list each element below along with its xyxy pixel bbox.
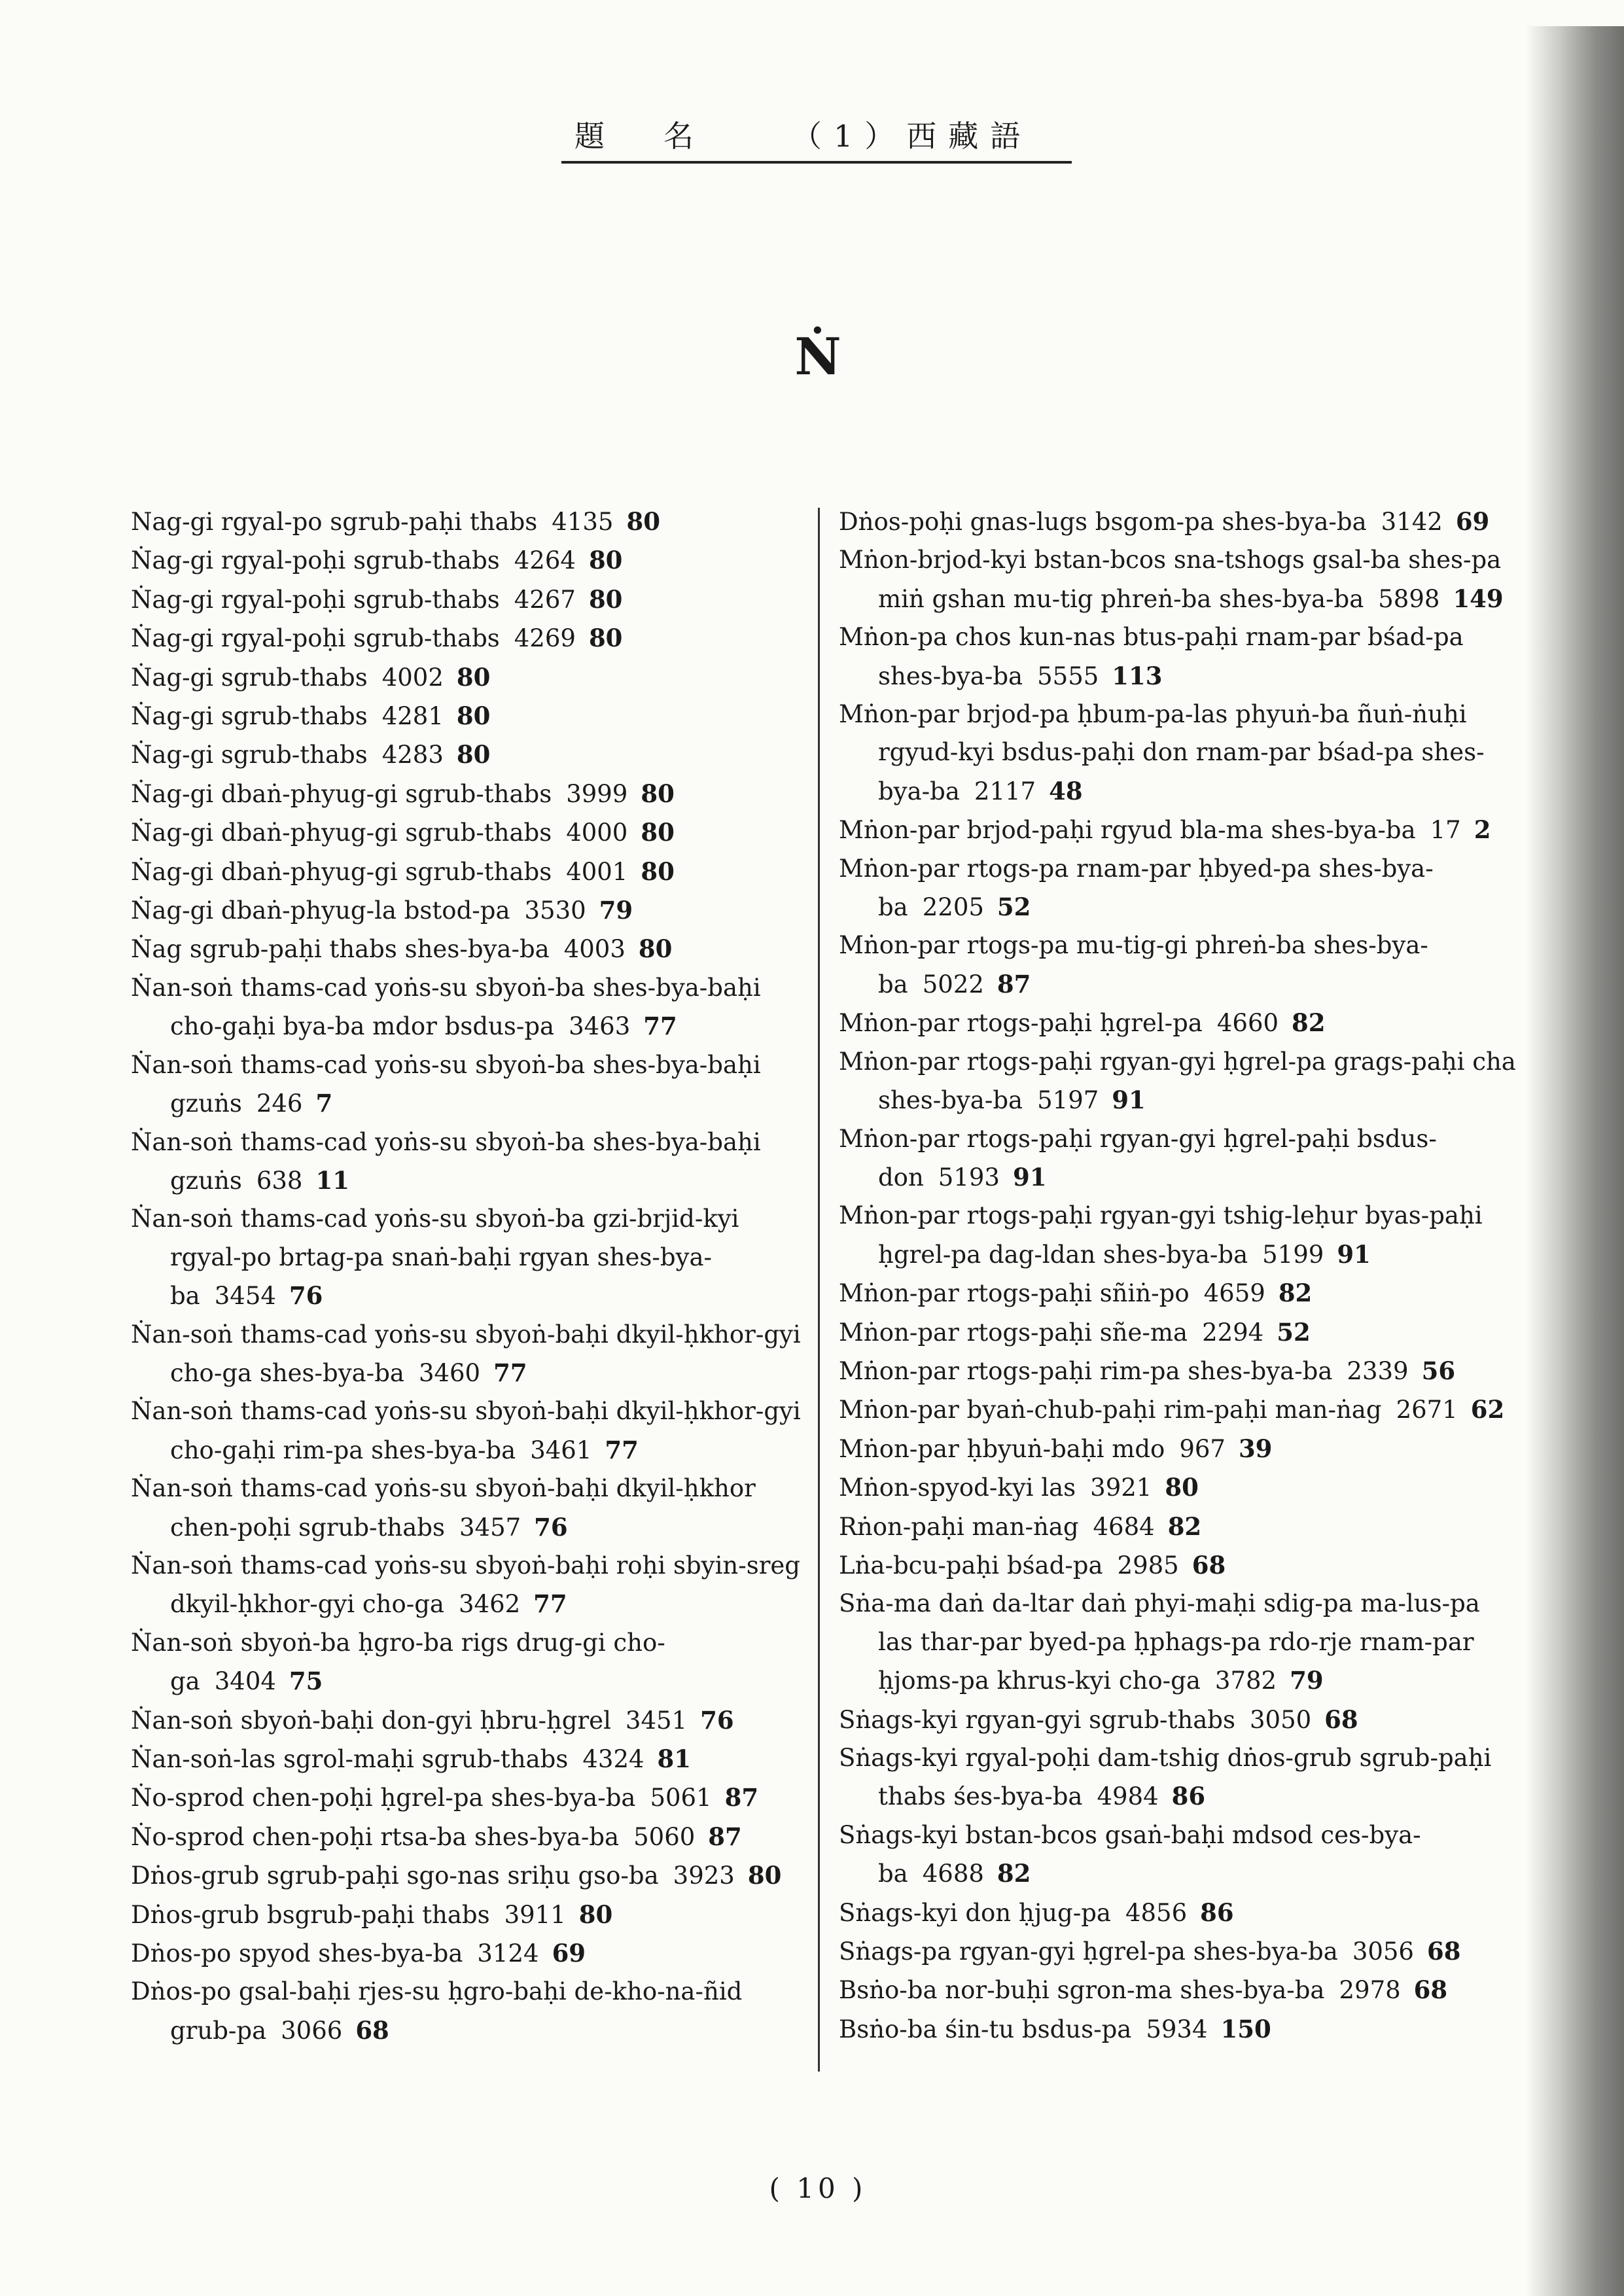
entry-title: Mṅon-par rtogs-paḥi sñe-ma: [839, 1318, 1188, 1347]
entry-title: Ṅan-soṅ thams-cad yoṅs-su sbyoṅ-baḥi dkyil-ḥkhor-gyi cho-gaḥi rim-pa shes-bya-ba: [131, 1397, 801, 1464]
entry-page-ref: 80: [588, 546, 623, 575]
index-entry: [131, 735, 811, 774]
index-entry: [839, 1004, 1519, 1042]
entry-title: Ṅo-sprod chen-poḥi rtsa-ba shes-bya-ba: [131, 1822, 620, 1851]
entry-number: 5197: [1037, 1086, 1099, 1115]
entry-page-ref: 80: [638, 934, 673, 964]
index-entry: [131, 1778, 811, 1817]
index-entry: [839, 811, 1519, 849]
entry-number: 3911: [504, 1900, 566, 1929]
entry-title: Dṅos-poḥi gnas-lugs bsgom-pa shes-bya-ba: [839, 508, 1367, 536]
entry-title: Ṅo-sprod chen-poḥi ḥgrel-pa shes-bya-ba: [131, 1784, 636, 1812]
entry-page-ref: 79: [1290, 1666, 1324, 1695]
index-entry: [839, 1971, 1519, 2009]
entry-page-ref: 76: [700, 1705, 734, 1735]
entry-page-ref: 80: [578, 1899, 613, 1929]
index-entry: [839, 1585, 1519, 1700]
index-entry: [131, 1200, 811, 1315]
entry-page-ref: 11: [315, 1165, 349, 1195]
entry-page-ref: 82: [1278, 1279, 1313, 1308]
entry-page-ref: 68: [355, 2015, 389, 2045]
entry-title: Mṅon-par rtogs-paḥi rgyan-gyi ḥgrel-paḥi bsdus-don: [839, 1124, 1437, 1192]
entry-number: 4135: [552, 508, 614, 536]
entry-page-ref: 91: [1012, 1162, 1047, 1192]
entry-title: Ṅan-soṅ thams-cad yoṅs-su sbyoṅ-baḥi dkyil-ḥkhor chen-poḥi sgrub-thabs: [131, 1474, 756, 1542]
entry-page-ref: 80: [456, 662, 491, 692]
index-entry: [839, 1508, 1519, 1546]
entry-page-ref: 62: [1470, 1395, 1505, 1424]
entry-number: 2205: [922, 893, 984, 922]
entry-title: Mṅon-par rtogs-paḥi rgyan-gyi tshig-leḥur byas-paḥi ḥgrel-pa dag-ldan shes-bya-ba: [839, 1201, 1483, 1269]
entry-number: 5061: [650, 1784, 712, 1812]
entry-title: Mṅon-spyod-kyi las: [839, 1474, 1076, 1502]
entry-page-ref: 68: [1413, 1975, 1448, 2005]
entry-title: Nag-gi rgyal-po sgrub-paḥi thabs: [131, 508, 538, 536]
entry-page-ref: 86: [1200, 1898, 1234, 1927]
index-entry: [839, 1468, 1519, 1507]
entry-page-ref: 87: [708, 1822, 742, 1851]
entry-number: 3923: [673, 1862, 735, 1890]
entry-title: Ṅan-soṅ thams-cad yoṅs-su sbyoṅ-ba shes-bya-baḥi gzuṅs: [131, 1127, 761, 1195]
entry-page-ref: 68: [1426, 1937, 1461, 1966]
entry-number: 3404: [214, 1667, 276, 1696]
index-entry: [839, 1739, 1519, 1816]
index-entry: [131, 1046, 811, 1123]
entry-title: Sṅags-kyi don ḥjug-pa: [839, 1898, 1111, 1927]
entry-page-ref: 69: [1455, 507, 1490, 536]
entry-number: 3142: [1381, 508, 1443, 536]
index-entry: [131, 619, 811, 658]
entry-page-ref: 76: [534, 1512, 568, 1542]
index-entry: [839, 1120, 1519, 1197]
entry-number: 4684: [1093, 1512, 1155, 1541]
entry-number: 4283: [381, 741, 444, 769]
entry-number: 4002: [381, 663, 444, 692]
index-entry: [131, 1896, 811, 1934]
index-entry: [839, 850, 1519, 927]
index-entry: [131, 1740, 811, 1778]
index-entry: [131, 503, 811, 541]
index-entry: [131, 1624, 811, 1701]
entry-page-ref: 68: [1324, 1704, 1358, 1734]
entry-title: Ṅag-gi rgyal-poḥi sgrub-thabs: [131, 546, 500, 575]
entry-title: Ṅan-soṅ sbyoṅ-ba ḥgro-ba rigs drug-gi cho-ga: [131, 1628, 665, 1696]
entry-number: 2985: [1117, 1551, 1179, 1580]
index-entry: [839, 1816, 1519, 1894]
entry-title: Mṅon-par rtogs-paḥi ḥgrel-pa: [839, 1009, 1203, 1038]
entry-number: 3124: [477, 1939, 539, 1968]
entry-number: 2339: [1347, 1356, 1409, 1385]
entry-number: 3451: [625, 1706, 688, 1735]
entry-number: 967: [1179, 1434, 1226, 1463]
index-entry: [839, 618, 1519, 696]
entry-title: Dṅos-grub sgrub-paḥi sgo-nas sriḥu gso-ba: [131, 1862, 659, 1890]
index-entry: [131, 775, 811, 813]
entry-number: 4000: [566, 819, 628, 847]
entry-page-ref: 77: [643, 1012, 677, 1041]
entry-page-ref: 69: [552, 1939, 586, 1968]
entry-title: Sṅa-ma daṅ da-ltar daṅ phyi-maḥi sdig-pa ma-lus-pa las thar-par byed-pa ḥphags-pa rdo-rje rnam-par ḥjoms-pa khrus-kyi cho-ga: [839, 1589, 1480, 1695]
entry-title: Mṅon-par rtogs-paḥi rim-pa shes-bya-ba: [839, 1356, 1333, 1385]
index-entry: [131, 1392, 811, 1470]
entry-page-ref: 91: [1337, 1239, 1371, 1269]
entry-title: Mṅon-par brjod-paḥi rgyud bla-ma shes-bya-ba: [839, 816, 1416, 845]
entry-page-ref: 113: [1112, 661, 1163, 690]
entry-number: 2978: [1339, 1976, 1401, 2005]
entry-number: 4688: [922, 1860, 984, 1888]
entry-number: 5193: [938, 1163, 1000, 1192]
entry-number: 3056: [1352, 1937, 1414, 1966]
index-entry: [131, 969, 811, 1046]
entry-number: 4660: [1216, 1009, 1279, 1038]
index-entry: [839, 1390, 1519, 1429]
entry-title: Rṅon-paḥi man-ṅag: [839, 1512, 1079, 1541]
entry-title: Mṅon-brjod-kyi bstan-bcos sna-tshogs gsal-ba shes-pa miṅ gshan mu-tig phreṅ-ba shes-bya-ba: [839, 546, 1502, 613]
entry-title: Lṅa-bcu-paḥi bśad-pa: [839, 1551, 1103, 1580]
entry-title: Ṅag-gi dbaṅ-phyug-gi sgrub-thabs: [131, 819, 552, 847]
index-entry: [839, 2010, 1519, 2049]
entry-number: 246: [256, 1089, 303, 1118]
index-entry: [839, 1546, 1519, 1585]
entry-title: Ṅan-soṅ thams-cad yoṅs-su sbyoṅ-baḥi roḥi sbyin-sreg dkyil-ḥkhor-gyi cho-ga: [131, 1551, 800, 1619]
entry-title: Ṅag-gi dbaṅ-phyug-gi sgrub-thabs: [131, 779, 552, 808]
index-entry: [131, 1701, 811, 1740]
index-entry: [839, 1274, 1519, 1313]
entry-title: Bsṅo-ba śin-tu bsdus-pa: [839, 2015, 1132, 2043]
entry-number: 4281: [381, 702, 444, 731]
entry-page-ref: 2: [1474, 815, 1491, 845]
entry-page-ref: 76: [289, 1281, 323, 1311]
index-entry: [131, 891, 811, 930]
index-entry: [131, 1818, 811, 1856]
entry-page-ref: 80: [456, 701, 491, 731]
entry-page-ref: 80: [641, 779, 675, 808]
entry-title: Ṅag-gi rgyal-poḥi sgrub-thabs: [131, 624, 500, 653]
entry-title: Ṅag-gi dbaṅ-phyug-gi sgrub-thabs: [131, 857, 552, 886]
entry-title: Mṅon-par ḥbyuṅ-baḥi mdo: [839, 1434, 1165, 1463]
entry-page-ref: 80: [456, 740, 491, 769]
index-entry: [131, 658, 811, 697]
entry-title: Mṅon-par rtogs-paḥi sñiṅ-po: [839, 1279, 1190, 1308]
entry-page-ref: 80: [641, 818, 675, 847]
header-subtitle: （1）西藏語: [792, 118, 1033, 154]
entry-number: 3463: [569, 1012, 631, 1041]
index-entry: [131, 1470, 811, 1547]
entry-page-ref: 86: [1171, 1782, 1206, 1811]
entry-page-ref: 77: [493, 1358, 527, 1387]
page-header: [561, 113, 1072, 164]
entry-page-ref: 7: [315, 1089, 333, 1118]
entry-title: Ṅag-gi dbaṅ-phyug-la bstod-pa: [131, 896, 510, 925]
index-entry: [839, 1197, 1519, 1274]
index-entry: [131, 1856, 811, 1895]
entry-page-ref: 77: [605, 1435, 639, 1464]
entry-title: Ṅag-gi sgrub-thabs: [131, 702, 368, 731]
index-entry: [131, 580, 811, 619]
entry-title: Mṅon-par rtogs-pa rnam-par ḥbyed-pa shes-bya-ba: [839, 854, 1434, 922]
entry-number: 4984: [1097, 1782, 1159, 1811]
entry-page-ref: 80: [588, 584, 623, 614]
entry-number: 4264: [514, 546, 576, 575]
index-entry: [131, 930, 811, 968]
entry-title: Ṅag-gi sgrub-thabs: [131, 741, 368, 769]
index-entry: [839, 1043, 1519, 1120]
entry-title: Ṅag sgrub-paḥi thabs shes-bya-ba: [131, 935, 550, 964]
entry-page-ref: 80: [588, 624, 623, 653]
entry-number: 2294: [1202, 1318, 1264, 1347]
left-column: [131, 503, 811, 2050]
entry-page-ref: 82: [997, 1859, 1031, 1888]
index-entry: [839, 1894, 1519, 1932]
entry-title: Mṅon-par brjod-pa ḥbum-pa-las phyuṅ-ba ñuṅ-ṅuḥi rgyud-kyi bsdus-paḥi don rnam-par bśad-pa shes-bya-ba: [839, 700, 1485, 805]
index-entry: [839, 503, 1519, 541]
entry-page-ref: 80: [747, 1861, 782, 1890]
entry-number: 4267: [514, 585, 576, 614]
entry-number: 4856: [1125, 1898, 1188, 1927]
entry-number: 4324: [582, 1745, 644, 1773]
index-entry: [839, 927, 1519, 1004]
entry-title: Mṅon-par byaṅ-chub-paḥi rim-paḥi man-ṅag: [839, 1396, 1382, 1424]
index-entry: [131, 697, 811, 735]
entry-page-ref: 150: [1220, 2014, 1271, 2043]
scan-edge-shadow: [1526, 26, 1624, 2296]
entry-title: Ṅan-soṅ thams-cad yoṅs-su sbyoṅ-baḥi dkyil-ḥkhor-gyi cho-ga shes-bya-ba: [131, 1320, 801, 1387]
entry-title: Dṅos-po gsal-baḥi rjes-su ḥgro-baḥi de-kho-na-ñid grub-pa: [131, 1977, 743, 2045]
page-number: ( 10 ): [769, 2172, 867, 2204]
entry-number: 3782: [1214, 1667, 1277, 1695]
entry-page-ref: 87: [997, 969, 1031, 998]
entry-number: 3457: [459, 1513, 521, 1542]
index-entry: [131, 1934, 811, 1973]
header-title: 題名: [574, 118, 752, 154]
entry-page-ref: 39: [1238, 1434, 1273, 1463]
entry-page-ref: 52: [1277, 1317, 1311, 1347]
entry-title: Mṅon-pa chos kun-nas btus-paḥi rnam-par bśad-pa shes-bya-ba: [839, 623, 1464, 690]
entry-title: Mṅon-par rtogs-paḥi rgyan-gyi ḥgrel-pa grags-paḥi cha shes-bya-ba: [839, 1047, 1516, 1115]
entry-page-ref: 149: [1453, 584, 1504, 613]
entry-title: Ṅan-soṅ thams-cad yoṅs-su sbyoṅ-ba shes-bya-baḥi gzuṅs: [131, 1050, 761, 1118]
entry-page-ref: 82: [1292, 1008, 1326, 1038]
entry-page-ref: 87: [724, 1783, 759, 1812]
entry-page-ref: 91: [1112, 1086, 1146, 1115]
entry-title: Ṅan-soṅ thams-cad yoṅs-su sbyoṅ-ba gzi-brjid-kyi rgyal-po brtag-pa snaṅ-baḥi rgyan shes-bya-ba: [131, 1205, 739, 1311]
right-column: [839, 503, 1519, 2049]
entry-number: 3921: [1090, 1474, 1152, 1502]
entry-title: Sṅags-pa rgyan-gyi ḥgrel-pa shes-bya-ba: [839, 1937, 1338, 1966]
entry-number: 3530: [524, 896, 586, 925]
index-entry: [839, 1701, 1519, 1739]
entry-page-ref: 75: [289, 1667, 323, 1696]
index-entry: [839, 1352, 1519, 1390]
entry-number: 3454: [214, 1282, 276, 1311]
entry-title: Sṅags-kyi rgyan-gyi sgrub-thabs: [839, 1705, 1235, 1734]
entry-number: 5898: [1378, 584, 1440, 613]
entry-title: Sṅags-kyi rgyal-poḥi dam-tshig dṅos-grub sgrub-paḥi thabs śes-bya-ba: [839, 1744, 1492, 1811]
entry-page-ref: 82: [1167, 1511, 1202, 1541]
index-entry: [131, 1973, 811, 2050]
index-entry: [839, 1430, 1519, 1468]
entry-title: Ṅan-soṅ-las sgrol-maḥi sgrub-thabs: [131, 1745, 569, 1773]
index-entry: [131, 1316, 811, 1393]
entry-title: Ṅan-soṅ thams-cad yoṅs-su sbyoṅ-ba shes-bya-baḥi cho-gaḥi bya-ba mdor bsdus-pa: [131, 973, 761, 1041]
entry-page-ref: 80: [626, 507, 660, 536]
entry-page-ref: 68: [1192, 1550, 1226, 1580]
index-entry: [131, 1123, 811, 1201]
entry-title: Ṅag-gi rgyal-poḥi sgrub-thabs: [131, 585, 500, 614]
entry-number: 638: [256, 1166, 303, 1195]
entry-number: 5199: [1262, 1240, 1324, 1269]
entry-page-ref: 52: [997, 892, 1031, 922]
entry-number: 5060: [633, 1822, 696, 1851]
index-entry: [839, 1932, 1519, 1971]
entry-number: 5934: [1146, 2015, 1208, 2043]
entry-page-ref: 79: [599, 896, 633, 925]
column-divider: [818, 508, 820, 2072]
entry-title: Ṅan-soṅ sbyoṅ-baḥi don-gyi ḥbru-ḥgrel: [131, 1706, 611, 1735]
entry-page-ref: 48: [1049, 776, 1083, 805]
entry-page-ref: 81: [657, 1744, 692, 1773]
entry-number: 3999: [566, 779, 628, 808]
entry-number: 3460: [418, 1358, 481, 1387]
entry-title: Dṅos-po spyod shes-bya-ba: [131, 1939, 463, 1968]
entry-title: Mṅon-par rtogs-pa mu-tig-gi phreṅ-ba shes-bya-ba: [839, 931, 1428, 998]
entry-number: 4659: [1203, 1279, 1265, 1308]
index-entry: [131, 541, 811, 580]
entry-page-ref: 80: [1165, 1473, 1199, 1502]
entry-number: 2117: [974, 777, 1036, 805]
entry-number: 4269: [514, 624, 576, 653]
entry-number: 3050: [1249, 1705, 1312, 1734]
entry-title: Sṅags-kyi bstan-bcos gsaṅ-baḥi mdsod ces-bya-ba: [839, 1820, 1421, 1888]
index-entry: [131, 813, 811, 852]
entry-number: 3462: [458, 1590, 521, 1619]
entry-title: Dṅos-grub bsgrub-paḥi thabs: [131, 1900, 490, 1929]
entry-title: Ṅag-gi sgrub-thabs: [131, 663, 368, 692]
entry-page-ref: 80: [641, 857, 675, 886]
entry-number: 17: [1430, 816, 1461, 845]
index-entry: [131, 1547, 811, 1624]
index-entry: [839, 1313, 1519, 1352]
entry-page-ref: 56: [1421, 1356, 1456, 1385]
entry-number: 5022: [922, 970, 984, 998]
entry-number: 5555: [1037, 662, 1099, 690]
index-entry: [131, 853, 811, 891]
entry-number: 3461: [530, 1436, 592, 1464]
entry-number: 2671: [1396, 1396, 1458, 1424]
entry-title: Bsṅo-ba nor-buḥi sgron-ma shes-bya-ba: [839, 1976, 1325, 2005]
entry-number: 3066: [281, 2016, 343, 2045]
section-letter: Ṅ: [794, 327, 841, 387]
entry-number: 4003: [563, 935, 626, 964]
index-entry: [839, 541, 1519, 618]
index-entry: [839, 696, 1519, 811]
entry-number: 4001: [566, 857, 628, 886]
entry-page-ref: 77: [533, 1589, 567, 1619]
